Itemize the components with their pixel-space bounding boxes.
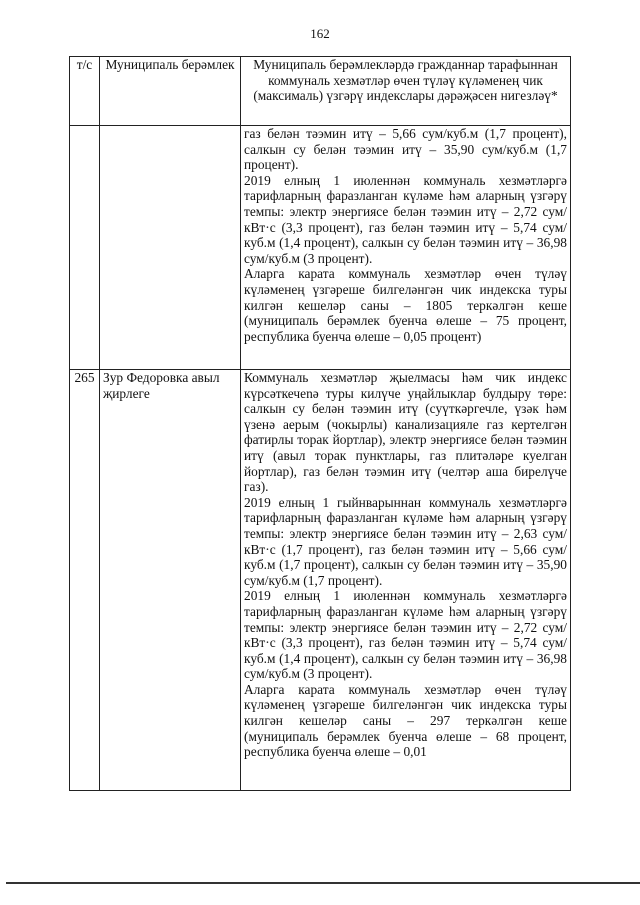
cell-empty [70,126,100,370]
paragraph: газ белән тәэмин итү – 5,66 сум/куб.м (1,7 процент), салкын су белән тәэмин итү – 35,90 сум/куб.м (1,7 процент). [244,126,567,173]
header-justification: Муниципаль берәмлекләрдә гражданнар тарафыннан коммуналь хезмәтләр өчен түләү күләменең чик (максималь) үзгәрү индекслары дәрәҗәсен нигезләү* [241,57,571,126]
paragraph: Коммуналь хезмәтләр җыелмасы һәм чик индекс күрсәткечenә туры килүче уңайлыклар булдыру төре: салкын су белән тәэмин итү (суүткәргечле, үзәк һәм үзенә аерым (чокырлы) канализацияле газ кертелгән фатирлы торак йортлар), электр энергиясе белән тәэмин итү (авыл торак пунктлары, газ плитәләре куелган йортлар), газ белән тәэмин итү (челтәр аша бирелүче газ). [244,370,567,495]
paragraph: Аларга карата коммуналь хезмәтләр өчен түләү күләменең үзгәреше билгеләнгән чик индекска туры килгән кешеләр саны – 297 теркәлгән кеше (муниципаль берәмлек буенча өлеше – 68 процент, республика буенча өлеше – 0,01 [244,681,567,760]
cell-number: 265 [70,370,100,791]
data-table [69,56,571,791]
header-number: т/с [70,57,100,126]
paragraph: 2019 елның 1 гыйнварыннан коммуналь хезмәтләргә тарифларның фаразланган күләме һәм аларның үзгәрү темпы: электр энергиясе белән тәэмин итү – 2,63 сум/кВт·с (1,7 процент), газ белән тәэмин итү – 5,66 сум/куб.м (1,7 процент), салкын су белән тәэмин итү – 35,90 сум/куб.м (1,7 процент). [244,494,567,588]
table-row [70,370,571,791]
cell-empty [100,126,241,370]
paragraph: Аларга карата коммуналь хезмәтләр өчен түләү күләменең үзгәреше билгеләнгән чик индекска туры килгән кешеләр саны – 1805 теркәлгән кеше (муниципаль берәмлек буенча өлеше – 75 процент, республика буенча өлеше – 0,05 процент) [244,266,567,344]
paragraph: 2019 елның 1 июленнән коммуналь хезмәтләргә тарифларның фаразланган күләме һәм аларның үзгәрү темпы: электр энергиясе белән тәэмин итү – 2,72 сум/кВт·с (3,3 процент), газ белән тәэмин итү – 5,74 сум/куб.м (1,4 процент), салкын су белән тәэмин итү – 36,98 сум/куб.м (3 процент). [244,172,567,266]
paragraph: 2019 елның 1 июленнән коммуналь хезмәтләргә тарифларның фаразланган күләме һәм аларның үзгәрү темпы: электр энергиясе белән тәэмин итү – 2,72 сум/кВт·с (3,3 процент), газ белән тәэмин итү – 5,74 сум/куб.м (1,4 процент), салкын су белән тәэмин итү – 36,98 сум/куб.м (3 процент). [244,588,567,682]
cell-justification [241,370,571,791]
bottom-rule [6,882,640,884]
table-row-continuation [70,126,571,370]
page-number: 162 [310,26,330,41]
cell-municipality: Зур Федоровка авыл җирлеге [100,370,241,791]
cell-justification [241,126,571,370]
header-municipality: Муниципаль берәмлек [100,57,241,126]
table-header-row [70,57,571,126]
